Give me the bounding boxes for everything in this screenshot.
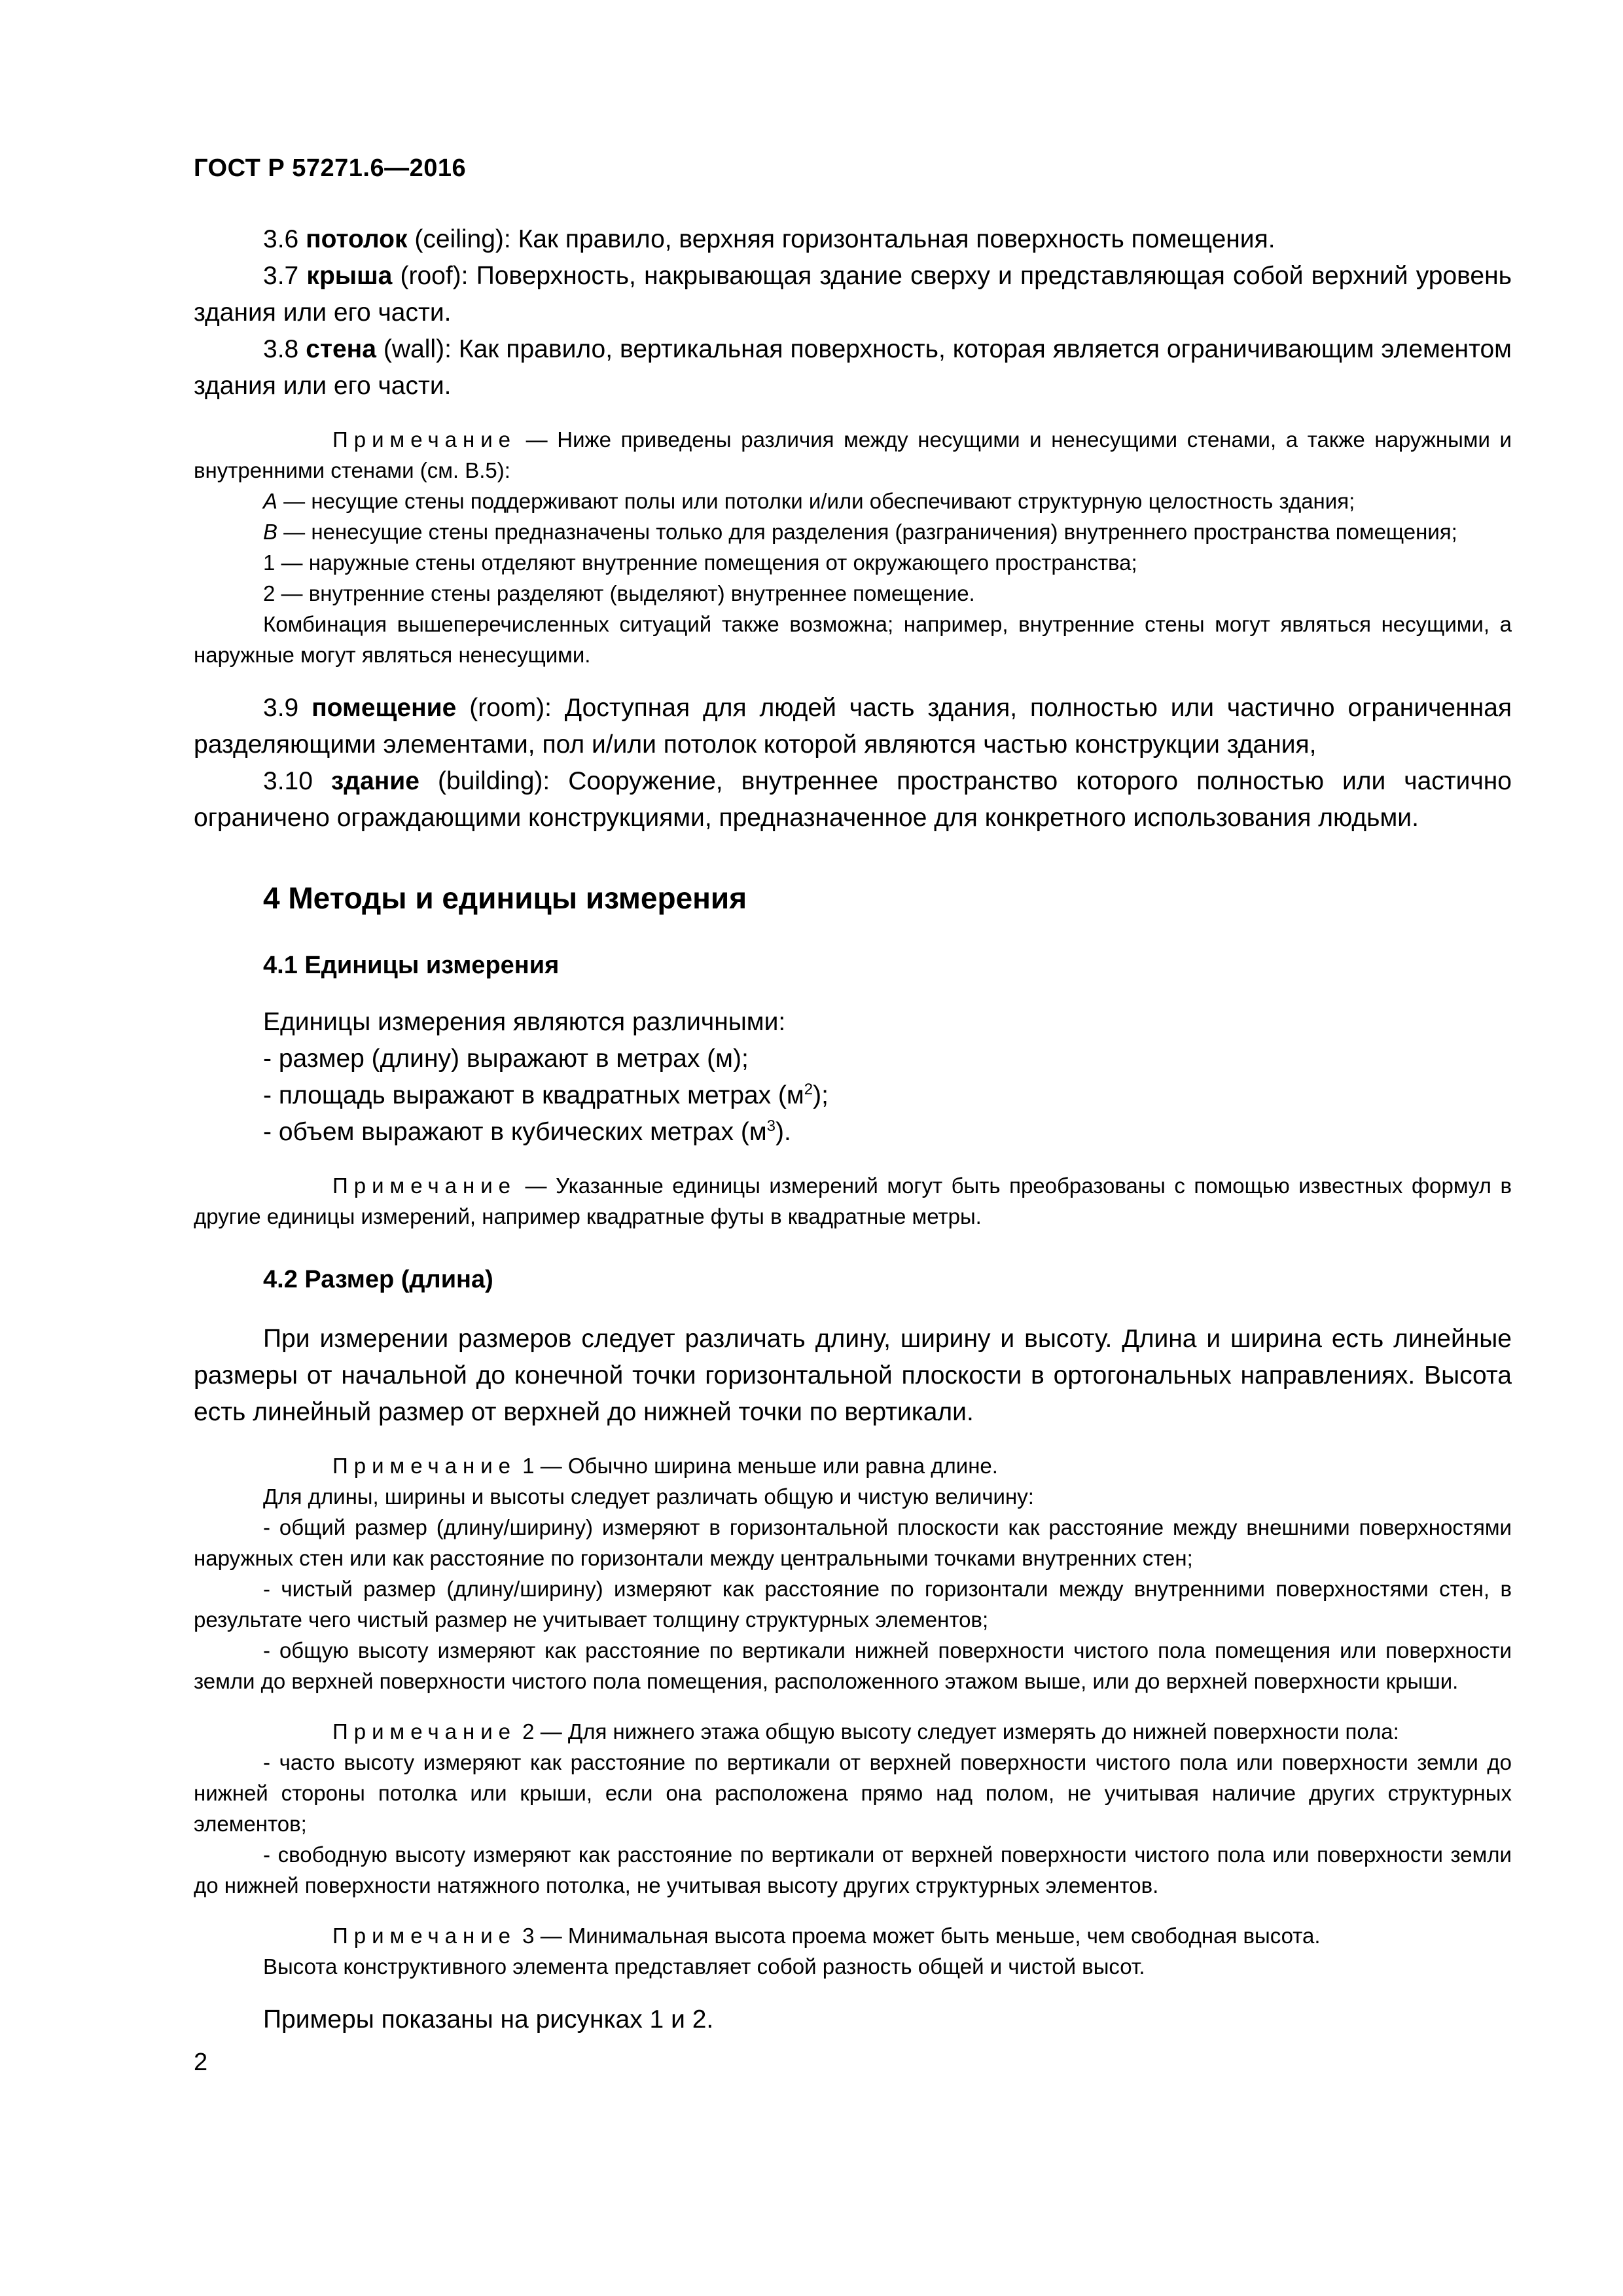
term-wall (194, 331, 1512, 404)
note-label: Примечание (332, 427, 517, 452)
note-1-line: - чистый размер (длину/ширину) измеряют как расстояние по горизонтали между внутренними поверхностями стен, в результате чего чистый размер не учитывает толщину структурных элементов; (194, 1577, 1512, 1632)
examples-paragraph: Примеры показаны на рисунках 1 и 2. (263, 2005, 714, 2034)
note-text: — ненесущие стены предназначены только для разделения (разграничения) внутреннего пространства помещения; (277, 520, 1457, 544)
note-1-line: - общий размер (длину/ширину) измеряют в горизонтальной плоскости как расстояние между внешними поверхностями наружных стен или как расстояние по горизонтали между центральными точками внутренних стен; (194, 1515, 1512, 1570)
units-text: - площадь выражают в квадратных метрах (м (263, 1081, 804, 1109)
units-item-length: - размер (длину) выражают в метрах (м); (263, 1045, 749, 1073)
note-label: Примечание (332, 1924, 517, 1948)
note-letter: А (263, 489, 278, 513)
term-definition: Поверхность, накрывающая здание сверху и представляющая собой верхний уровень здания или его части. (194, 262, 1512, 327)
note-label: Примечание (332, 1454, 517, 1478)
term-definition: Как правило, вертикальная поверхность, которая является ограничивающим элементом здания или его части. (194, 335, 1512, 400)
note-1-title (194, 1450, 1512, 1481)
note-3-line: Высота конструктивного элемента представляет собой разность общей и чистой высот. (263, 1954, 1145, 1979)
note-walls-a (194, 486, 1512, 516)
term-name: помещение (312, 694, 457, 722)
units-text: ). (776, 1118, 791, 1146)
term-english: (roof): (400, 262, 469, 290)
note-2-title (194, 1716, 1512, 1747)
section-4-2-title: 4.2 Размер (длина) (263, 1266, 493, 1293)
note-label: Примечание (332, 1719, 517, 1744)
term-english: (room): (469, 694, 552, 722)
term-number: 3.6 (263, 225, 299, 253)
superscript: 3 (766, 1117, 776, 1135)
term-definition: Доступная для людей часть здания, полностью или частично ограниченная разделяющими элементами, пол и/или потолок которой являются частью конструкции здания, (194, 694, 1512, 759)
superscript: 2 (804, 1081, 813, 1098)
note-walls-2: 2 — внутренние стены разделяют (выделяют) внутреннее помещение. (263, 581, 975, 605)
units-text: - объем выражают в кубических метрах (м (263, 1118, 767, 1146)
note-text: — Ниже приведены различия между несущими и ненесущими стенами, а также наружными и внутренними стенами (см. В.5): (194, 427, 1512, 482)
note-units (194, 1170, 1512, 1232)
note-walls-intro (194, 424, 1512, 486)
note-walls-combo: Комбинация вышеперечисленных ситуаций также возможна; например, внутренние стены могут являться несущими, а наружные могут являться ненесущими. (194, 612, 1512, 667)
term-number: 3.9 (263, 694, 299, 722)
note-text: 1 — Обычно ширина меньше или равна длине. (516, 1454, 998, 1478)
term-roof (194, 258, 1512, 331)
section-4-1-title: 4.1 Единицы измерения (263, 952, 560, 979)
term-number: 3.10 (263, 767, 313, 795)
term-name: потолок (306, 225, 408, 253)
units-item-volume (263, 1114, 1512, 1151)
note-text: — несущие стены поддерживают полы или потолки и/или обеспечивают структурную целостность здания; (277, 489, 1355, 513)
note-1-line: - общую высоту измеряют как расстояние по вертикали нижней поверхности чистого пола помещения или поверхности земли до верхней поверхности чистого пола помещения, расположенного этажом выше, или до верхней поверхности крыши. (194, 1638, 1512, 1693)
note-3-title (194, 1920, 1512, 1951)
term-name: здание (330, 767, 419, 795)
term-ceiling (194, 221, 1512, 258)
note-walls-b (194, 516, 1512, 547)
units-text: ); (813, 1081, 829, 1109)
term-definition: Как правило, верхняя горизонтальная поверхность помещения. (510, 225, 1275, 253)
term-english: (building): (438, 767, 550, 795)
page-content (194, 221, 1512, 2038)
note-text: 2 — Для нижнего этажа общую высоту следует измерять до нижней поверхности пола: (516, 1719, 1399, 1744)
note-text: 3 — Минимальная высота проема может быть меньше, чем свободная высота. (516, 1924, 1321, 1948)
section-4-title: 4 Методы и единицы измерения (263, 881, 747, 915)
page-number: 2 (194, 2049, 208, 2076)
note-2-line: - часто высоту измеряют как расстояние по вертикали от верхней поверхности чистого пола или поверхности земли до нижней стороны потолка или крыши, если она расположена прямо над полом, не учитывая наличие других структурных элементов; (194, 1750, 1512, 1836)
note-1-line: Для длины, ширины и высоты следует различать общую и чистую величину: (263, 1484, 1034, 1509)
document-header: ГОСТ Р 57271.6—2016 (194, 154, 467, 182)
note-letter: В (263, 520, 278, 544)
term-name: стена (306, 335, 376, 363)
term-building (194, 763, 1512, 836)
term-english: (ceiling): (414, 225, 511, 253)
term-name: крыша (306, 262, 393, 290)
note-walls-1: 1 — наружные стены отделяют внутренние помещения от окружающего пространства; (263, 550, 1137, 575)
term-number: 3.8 (263, 335, 299, 363)
units-item-area (263, 1077, 1512, 1114)
units-intro: Единицы измерения являются различными: (263, 1008, 786, 1036)
note-text: — Указанные единицы измерений могут быть преобразованы с помощью известных формул в другие единицы измерений, например квадратные футы в квадратные метры. (194, 1174, 1512, 1229)
term-definition: Сооружение, внутреннее пространство которого полностью или частично ограничено ограждающими конструкциями, предназначенное для конкретного использования людьми. (194, 767, 1512, 832)
size-paragraph: При измерении размеров следует различать длину, ширину и высоту. Длина и ширина есть линейные размеры от начальной до конечной точки горизонтальной плоскости в ортогональных направлениях. Высота есть линейный размер от верхней до нижней точки по вертикали. (194, 1325, 1512, 1426)
term-number: 3.7 (263, 262, 299, 290)
term-room (194, 690, 1512, 763)
note-2-line: - свободную высоту измеряют как расстояние по вертикали от верхней поверхности чистого пола или поверхности земли до нижней поверхности натяжного потолка, не учитывая высоту других структурных элементов. (194, 1842, 1512, 1897)
term-english: (wall): (383, 335, 452, 363)
note-label: Примечание (332, 1174, 517, 1198)
